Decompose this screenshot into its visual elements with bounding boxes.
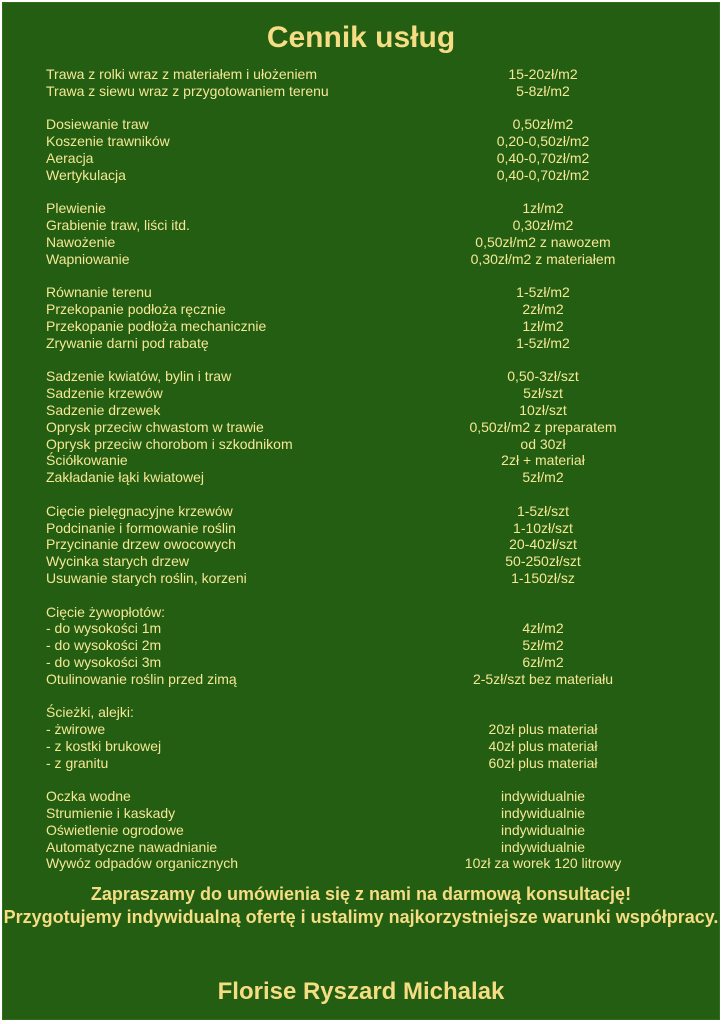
service-row [3, 570, 719, 587]
service-price: 10zł/szt [519, 401, 567, 418]
service-name: Oświetlenie ogrodowe [46, 821, 184, 838]
service-name: Ścieżki, alejki: [46, 704, 134, 721]
service-price: 10zł za worek 120 litrowy [464, 855, 622, 872]
service-row [3, 805, 719, 822]
closing-line-invitation: Zapraszamy do umówienia się z nami na darmową konsultację! [90, 884, 632, 904]
service-name: Przycinanie drzew owocowych [46, 536, 236, 553]
service-row [3, 721, 719, 738]
service-row [3, 604, 719, 621]
service-name: Wycinka starych drzew [46, 553, 190, 570]
service-price: 1-5zł/m2 [516, 334, 570, 351]
service-row [3, 385, 719, 402]
service-name: Plewienie [46, 200, 106, 217]
service-price: 0,40-0,70zł/m2 [496, 149, 590, 166]
service-row [3, 738, 719, 755]
service-name: Oprysk przeciw chwastom w trawie [46, 418, 264, 435]
service-name: Cięcie pielęgnacyjne krzewów [46, 502, 233, 519]
service-row [3, 637, 719, 654]
service-name: Ściółkowanie [46, 452, 128, 469]
service-price: 15-20zł/m2 [508, 66, 578, 82]
service-price: 20zł plus materiał [488, 721, 598, 738]
service-row [3, 536, 719, 553]
service-price: 5zł/m2 [522, 637, 564, 654]
service-price: 1-5zł/szt [516, 502, 570, 519]
service-name: Grabienie traw, liści itd. [46, 217, 190, 234]
service-name: Zrywanie darni pod rabatę [46, 334, 209, 351]
service-group [3, 704, 719, 771]
service-price: 0,30zł/m2 [512, 217, 574, 234]
service-row [3, 469, 719, 486]
service-price: 0,50zł/m2 z nawozem [475, 233, 611, 250]
service-name: Podcinanie i formowanie roślin [46, 519, 236, 536]
service-name: Wapniowanie [46, 250, 130, 267]
service-row [3, 368, 719, 385]
service-name: - z granitu [46, 754, 109, 771]
service-group [3, 604, 719, 688]
service-name: Zakładanie łąki kwiatowej [46, 469, 204, 486]
service-name: Trawa z rolki wraz z materiałem i ułożeniem [46, 66, 317, 82]
service-price: 0,40-0,70zł/m2 [496, 166, 590, 183]
service-price: 1-5zł/m2 [516, 284, 570, 301]
service-name: Przekopanie podłoża ręcznie [46, 301, 226, 318]
service-row [3, 704, 719, 721]
service-name: Aeracja [46, 149, 94, 166]
service-row [3, 452, 719, 469]
service-row [3, 419, 719, 436]
service-row [3, 839, 719, 856]
service-price: 2zł/m2 [522, 301, 564, 318]
service-price: 1zł/m2 [522, 317, 564, 334]
service-group [3, 66, 719, 100]
service-price: 20-40zł/szt [509, 536, 577, 553]
service-name: Usuwanie starych roślin, korzeni [46, 569, 247, 586]
service-group [3, 116, 719, 183]
service-price: 50-250zł/szt [505, 553, 581, 570]
service-row [3, 402, 719, 419]
service-name: Nawożenie [46, 233, 116, 250]
service-row [3, 301, 719, 318]
service-name: Sadzenie krzewów [46, 385, 163, 402]
service-row [3, 335, 719, 352]
service-row [3, 167, 719, 184]
service-price: indywidualnie [500, 821, 586, 838]
service-name: - do wysokości 2m [46, 637, 162, 654]
service-name: - z kostki brukowej [46, 737, 162, 754]
page-title: Cennik usług [266, 21, 456, 54]
service-name: Automatyczne nawadnianie [46, 838, 218, 855]
service-row [3, 200, 719, 217]
service-name: Strumienie i kaskady [46, 805, 176, 822]
service-name: Dosiewanie traw [46, 116, 149, 133]
service-price: 5zł/m2 [522, 469, 564, 486]
service-row [3, 855, 719, 872]
service-name: Wertykulacja [46, 166, 126, 183]
service-name: Sadzenie drzewek [46, 401, 161, 418]
service-price: 0,50-3zł/szt [507, 368, 579, 385]
service-group [3, 503, 719, 587]
service-name: Trawa z siewu wraz z przygotowaniem terenu [46, 82, 329, 99]
service-group [3, 200, 719, 267]
service-price: 0,50zł/m2 z preparatem [469, 418, 617, 435]
service-price: 1-10zł/szt [513, 519, 573, 536]
service-price: 1zł/m2 [522, 200, 564, 217]
service-row [3, 133, 719, 150]
service-row [3, 234, 719, 251]
service-name: Otulinowanie roślin przed zimą [46, 670, 237, 687]
service-name: Równanie terenu [46, 284, 152, 301]
service-row [3, 83, 719, 100]
service-row [3, 150, 719, 167]
service-price: indywidualnie [500, 788, 586, 805]
service-name: Sadzenie kwiatów, bylin i traw [46, 368, 232, 385]
service-name: Cięcie żywopłotów: [46, 603, 166, 620]
service-price: 6zł/m2 [522, 653, 564, 670]
service-name: - żwirowe [46, 721, 106, 738]
service-group [3, 788, 719, 872]
service-price: indywidualnie [500, 838, 586, 855]
service-name: - do wysokości 3m [46, 653, 162, 670]
service-price: 4zł/m2 [522, 620, 564, 637]
service-row [3, 284, 719, 301]
service-price: od 30zł [520, 435, 566, 452]
company-name: Florise Ryszard Michalak [217, 978, 505, 1005]
service-name: Oczka wodne [46, 788, 131, 805]
service-row [3, 755, 719, 772]
service-name: - do wysokości 1m [46, 620, 162, 637]
service-price: 40zł plus materiał [488, 737, 598, 754]
service-row [3, 822, 719, 839]
service-row [3, 520, 719, 537]
service-price: 5-8zł/m2 [516, 82, 570, 99]
service-row [3, 671, 719, 688]
price-list-sheet [2, 2, 720, 1020]
service-row [3, 318, 719, 335]
service-price: 2-5zł/szt bez materiału [472, 670, 614, 687]
service-price: 1-150zł/sz [511, 569, 575, 586]
service-row [3, 217, 719, 234]
service-price: 0,50zł/m2 [512, 116, 574, 133]
closing-message [3, 883, 719, 929]
service-price: indywidualnie [500, 805, 586, 822]
service-row [3, 251, 719, 268]
service-price: 60zł plus materiał [488, 754, 598, 771]
service-row [3, 620, 719, 637]
service-name: Wywóz odpadów organicznych [46, 855, 239, 872]
service-price: 5zł/szt [523, 385, 563, 402]
service-row [3, 503, 719, 520]
service-price: 2zł + materiał [501, 452, 585, 469]
service-row [3, 436, 719, 453]
service-price: 0,30zł/m2 z materiałem [470, 250, 616, 267]
service-name: Oprysk przeciw chorobom i szkodnikom [46, 435, 293, 452]
service-name: Przekopanie podłoża mechanicznie [46, 317, 267, 334]
service-group [3, 284, 719, 351]
closing-line-offer: Przygotujemy indywidualną ofertę i ustalimy najkorzystniejsze warunki współpracy. [3, 907, 719, 927]
service-row [3, 66, 719, 83]
service-row [3, 553, 719, 570]
service-row [3, 788, 719, 805]
service-row [3, 654, 719, 671]
service-group [3, 368, 719, 486]
service-row [3, 116, 719, 133]
service-name: Koszenie trawników [46, 133, 170, 150]
price-list [3, 66, 719, 889]
service-price: 0,20-0,50zł/m2 [496, 133, 590, 150]
